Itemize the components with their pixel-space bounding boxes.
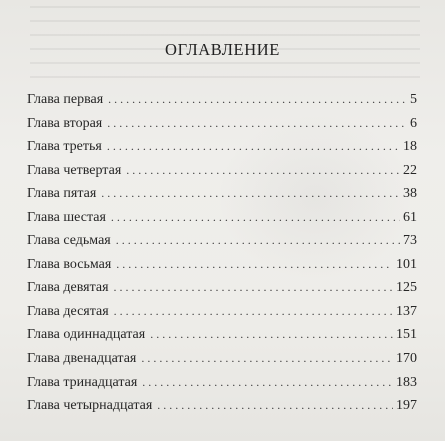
page-number: 183: [396, 374, 417, 390]
chapter-title: Глава четырнадцатая: [27, 398, 153, 414]
chapter-title: Глава шестая: [27, 209, 106, 225]
dot-leader: [157, 394, 393, 418]
page-number: 170: [396, 351, 417, 367]
dot-leader: [116, 229, 400, 253]
table-of-contents: [27, 88, 417, 418]
page-number: 197: [396, 398, 417, 414]
toc-entry[interactable]: [27, 159, 417, 183]
toc-entry[interactable]: [27, 300, 417, 324]
dot-leader: [114, 276, 393, 300]
bleed-through-texture: [30, 0, 420, 78]
page-number: 151: [396, 327, 417, 343]
dot-leader: [150, 323, 393, 347]
page-number: 61: [403, 209, 417, 225]
dot-leader: [126, 159, 400, 183]
chapter-title: Глава одиннадцатая: [27, 327, 146, 343]
chapter-title: Глава вторая: [27, 115, 103, 131]
dot-leader: [142, 371, 393, 395]
dot-leader: [107, 135, 400, 159]
chapter-title: Глава четвертая: [27, 162, 122, 178]
chapter-title: Глава двенадцатая: [27, 351, 137, 367]
chapter-title: Глава десятая: [27, 303, 109, 319]
page-number: 6: [410, 115, 417, 131]
chapter-title: Глава тринадцатая: [27, 374, 138, 390]
toc-entry[interactable]: [27, 88, 417, 112]
chapter-title: Глава восьмая: [27, 256, 112, 272]
page-title: ОГЛАВЛЕНИЕ: [165, 40, 280, 59]
page-number: 22: [403, 162, 417, 178]
toc-entry[interactable]: [27, 394, 417, 418]
dot-leader: [101, 182, 400, 206]
chapter-title: Глава первая: [27, 92, 104, 107]
toc-entry[interactable]: [27, 229, 417, 253]
dot-leader: [108, 88, 407, 112]
page-number: 137: [396, 303, 417, 319]
toc-entry[interactable]: [27, 323, 417, 347]
dot-leader: [141, 347, 393, 371]
page-number: 125: [396, 280, 417, 296]
chapter-title: Глава девятая: [27, 280, 109, 296]
toc-entry[interactable]: [27, 276, 417, 300]
dot-leader: [111, 206, 400, 230]
toc-entry[interactable]: [27, 112, 417, 136]
toc-entry[interactable]: [27, 347, 417, 371]
page-number: 73: [403, 233, 417, 249]
dot-leader: [107, 112, 407, 136]
chapter-title: Глава пятая: [27, 186, 97, 202]
chapter-title: Глава седьмая: [27, 233, 111, 249]
page-number: 38: [403, 186, 417, 202]
chapter-title: Глава третья: [27, 139, 102, 155]
page-number: 5: [410, 92, 417, 107]
toc-entry[interactable]: [27, 206, 417, 230]
toc-entry[interactable]: [27, 182, 417, 206]
toc-entry[interactable]: [27, 135, 417, 159]
dot-leader: [116, 253, 393, 277]
page-number: 18: [403, 139, 417, 155]
toc-entry[interactable]: [27, 253, 417, 277]
toc-entry[interactable]: [27, 371, 417, 395]
page-number: 101: [396, 256, 417, 272]
dot-leader: [114, 300, 393, 324]
